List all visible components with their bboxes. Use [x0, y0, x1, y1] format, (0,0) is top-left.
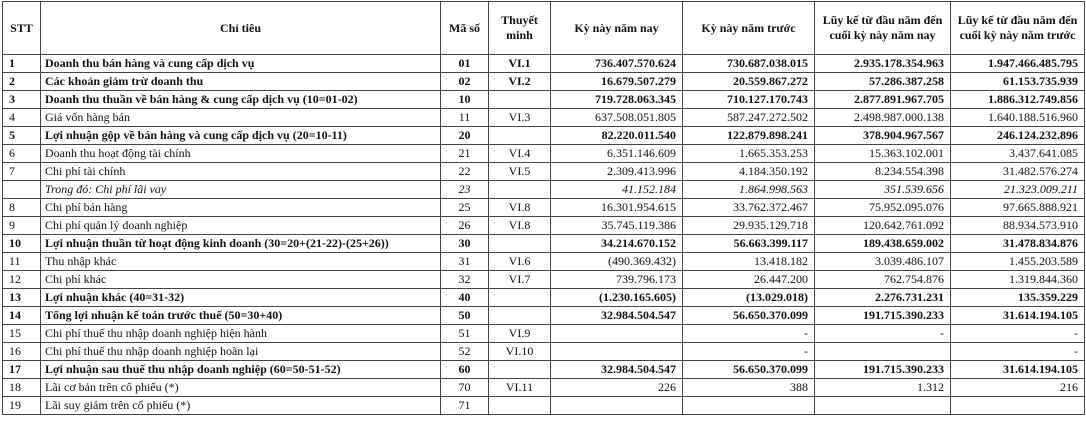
row-ytd-previous: 246.124.232.896 [951, 127, 1085, 145]
row-note [489, 127, 551, 145]
row-ytd-previous [951, 397, 1085, 415]
row-current: 16.679.507.279 [551, 73, 683, 91]
row-ytd-previous: 1.947.466.485.795 [951, 55, 1085, 73]
row-ytd-previous: 61.153.735.939 [951, 73, 1085, 91]
row-ytd-previous: 1.886.312.749.856 [951, 91, 1085, 109]
header-note: Thuyết minh [489, 2, 551, 55]
row-previous: 4.184.350.192 [683, 163, 815, 181]
row-note: VI.7 [489, 271, 551, 289]
row-note [489, 235, 551, 253]
row-previous [683, 397, 815, 415]
row-indicator: Lợi nhuận sau thuế thu nhập doanh nghiệp (60=50-51-52) [41, 361, 441, 379]
row-previous: 56.650.370.099 [683, 361, 815, 379]
row-indicator: Doanh thu hoạt động tài chính [41, 145, 441, 163]
row-code: 32 [441, 271, 489, 289]
row-previous: - [683, 325, 815, 343]
row-indicator: Lợi nhuận gộp về bán hàng và cung cấp dịch vụ (20=10-11) [41, 127, 441, 145]
row-previous: 26.447.200 [683, 271, 815, 289]
row-stt: 18 [3, 379, 41, 397]
row-stt: 14 [3, 307, 41, 325]
table-row [3, 199, 1085, 217]
header-indicator: Chỉ tiêu [41, 2, 441, 55]
row-ytd-current: 2.877.891.967.705 [815, 91, 951, 109]
row-indicator: Các khoản giảm trừ doanh thu [41, 73, 441, 91]
table-row [3, 163, 1085, 181]
row-indicator: Lãi suy giảm trên cổ phiếu (*) [41, 397, 441, 415]
row-current: 739.796.173 [551, 271, 683, 289]
row-ytd-current: - [815, 325, 951, 343]
table-row [3, 91, 1085, 109]
row-ytd-current: 8.234.554.398 [815, 163, 951, 181]
row-indicator: Lãi cơ bản trên cổ phiếu (*) [41, 379, 441, 397]
row-note: VI.2 [489, 73, 551, 91]
row-ytd-current: 2.498.987.000.138 [815, 109, 951, 127]
row-current: 32.984.504.547 [551, 307, 683, 325]
row-stt: 3 [3, 91, 41, 109]
row-current [551, 397, 683, 415]
row-code: 31 [441, 253, 489, 271]
row-note: VI.6 [489, 253, 551, 271]
row-ytd-current: 3.039.486.107 [815, 253, 951, 271]
row-ytd-previous: - [951, 343, 1085, 361]
row-note: VI.1 [489, 55, 551, 73]
row-ytd-previous: 1.640.188.516.960 [951, 109, 1085, 127]
row-ytd-previous: - [951, 325, 1085, 343]
row-indicator: Lợi nhuận khác (40=31-32) [41, 289, 441, 307]
row-stt: 1 [3, 55, 41, 73]
row-stt: 17 [3, 361, 41, 379]
row-current: 32.984.504.547 [551, 361, 683, 379]
header-row [3, 2, 1085, 55]
row-current: (1.230.165.605) [551, 289, 683, 307]
row-ytd-previous: 31.614.194.105 [951, 361, 1085, 379]
table-row [3, 127, 1085, 145]
row-indicator: Chi phí bán hàng [41, 199, 441, 217]
table-row [3, 307, 1085, 325]
row-stt: 4 [3, 109, 41, 127]
row-previous: - [683, 343, 815, 361]
row-ytd-previous: 1.319.844.360 [951, 271, 1085, 289]
row-current: 6.351.146.609 [551, 145, 683, 163]
row-stt: 16 [3, 343, 41, 361]
row-previous: 56.650.370.099 [683, 307, 815, 325]
row-code: 21 [441, 145, 489, 163]
row-ytd-current [815, 397, 951, 415]
income-statement-table [2, 1, 1085, 415]
row-code: 70 [441, 379, 489, 397]
row-ytd-current: 191.715.390.233 [815, 361, 951, 379]
row-note: VI.8 [489, 199, 551, 217]
row-stt: 13 [3, 289, 41, 307]
row-indicator: Chi phí thuế thu nhập doanh nghiệp hoãn lại [41, 343, 441, 361]
row-stt: 8 [3, 199, 41, 217]
row-code: 02 [441, 73, 489, 91]
row-previous: 56.663.399.117 [683, 235, 815, 253]
row-ytd-previous: 31.482.576.274 [951, 163, 1085, 181]
row-stt: 2 [3, 73, 41, 91]
row-stt: 5 [3, 127, 41, 145]
row-indicator: Lợi nhuận thuần từ hoạt động kinh doanh (30=20+(21-22)-(25+26)) [41, 235, 441, 253]
row-note: VI.8 [489, 217, 551, 235]
header-current: Kỳ này năm nay [551, 2, 683, 55]
row-note: VI.9 [489, 325, 551, 343]
row-stt: 9 [3, 217, 41, 235]
row-ytd-previous: 97.665.888.921 [951, 199, 1085, 217]
table-row [3, 109, 1085, 127]
table-row [3, 217, 1085, 235]
table-row [3, 343, 1085, 361]
row-current: 226 [551, 379, 683, 397]
header-stt: STT [3, 2, 41, 55]
row-note: VI.10 [489, 343, 551, 361]
row-stt: 7 [3, 163, 41, 181]
row-current: 719.728.063.345 [551, 91, 683, 109]
row-indicator: Chi phí tài chính [41, 163, 441, 181]
row-current: 34.214.670.152 [551, 235, 683, 253]
table-row [3, 181, 1085, 199]
row-code: 10 [441, 91, 489, 109]
row-stt: 15 [3, 325, 41, 343]
row-indicator: Doanh thu thuần về bán hàng & cung cấp dịch vụ (10=01-02) [41, 91, 441, 109]
row-stt: 12 [3, 271, 41, 289]
row-indicator: Thu nhập khác [41, 253, 441, 271]
row-indicator: Chi phí quản lý doanh nghiệp [41, 217, 441, 235]
table-row [3, 271, 1085, 289]
table-row [3, 73, 1085, 91]
row-ytd-current: 2.935.178.354.963 [815, 55, 951, 73]
row-note [489, 91, 551, 109]
row-stt [3, 181, 41, 199]
row-ytd-previous: 1.455.203.589 [951, 253, 1085, 271]
row-current: 16.301.954.615 [551, 199, 683, 217]
row-ytd-current: 120.642.761.092 [815, 217, 951, 235]
row-previous: 33.762.372.467 [683, 199, 815, 217]
table-row [3, 55, 1085, 73]
row-ytd-previous: 88.934.573.910 [951, 217, 1085, 235]
table-row [3, 325, 1085, 343]
row-code: 20 [441, 127, 489, 145]
row-ytd-previous: 31.478.834.876 [951, 235, 1085, 253]
row-code: 22 [441, 163, 489, 181]
row-ytd-current: 762.754.876 [815, 271, 951, 289]
header-previous: Kỳ này năm trước [683, 2, 815, 55]
table-row [3, 379, 1085, 397]
row-previous: 1.665.353.253 [683, 145, 815, 163]
row-current: 35.745.119.386 [551, 217, 683, 235]
row-stt: 19 [3, 397, 41, 415]
table-row [3, 361, 1085, 379]
row-ytd-current: 2.276.731.231 [815, 289, 951, 307]
row-previous: 388 [683, 379, 815, 397]
row-ytd-previous: 216 [951, 379, 1085, 397]
row-code: 26 [441, 217, 489, 235]
row-note: VI.3 [489, 109, 551, 127]
row-code: 40 [441, 289, 489, 307]
row-previous: 587.247.272.502 [683, 109, 815, 127]
row-note [489, 361, 551, 379]
row-ytd-current: 378.904.967.567 [815, 127, 951, 145]
row-code: 60 [441, 361, 489, 379]
row-previous: 1.864.998.563 [683, 181, 815, 199]
row-previous: 710.127.170.743 [683, 91, 815, 109]
row-previous: 122.879.898.241 [683, 127, 815, 145]
row-code: 71 [441, 397, 489, 415]
row-current: 82.220.011.540 [551, 127, 683, 145]
header-ytd-current: Lũy kế từ đầu năm đến cuối kỳ này năm nay [815, 2, 951, 55]
row-indicator: Trong đó: Chi phí lãi vay [41, 181, 441, 199]
table-row [3, 289, 1085, 307]
row-indicator: Chi phí khác [41, 271, 441, 289]
row-indicator: Tổng lợi nhuận kế toán trước thuế (50=30+40) [41, 307, 441, 325]
row-stt: 6 [3, 145, 41, 163]
row-stt: 11 [3, 253, 41, 271]
row-indicator: Giá vốn hàng bán [41, 109, 441, 127]
row-current [551, 343, 683, 361]
row-current: 2.309.413.996 [551, 163, 683, 181]
row-ytd-current: 75.952.095.076 [815, 199, 951, 217]
row-code: 50 [441, 307, 489, 325]
row-stt: 10 [3, 235, 41, 253]
row-indicator: Doanh thu bán hàng và cung cấp dịch vụ [41, 55, 441, 73]
row-ytd-previous: 135.359.229 [951, 289, 1085, 307]
row-ytd-current [815, 343, 951, 361]
row-ytd-current: 15.363.102.001 [815, 145, 951, 163]
row-previous: 13.418.182 [683, 253, 815, 271]
row-note [489, 307, 551, 325]
row-ytd-previous: 3.437.641.085 [951, 145, 1085, 163]
row-code: 25 [441, 199, 489, 217]
header-ytd-previous: Lũy kế từ đầu năm đến cuối kỳ này năm trước [951, 2, 1085, 55]
row-note: VI.5 [489, 163, 551, 181]
table-row [3, 145, 1085, 163]
row-note [489, 289, 551, 307]
row-ytd-current: 189.438.659.002 [815, 235, 951, 253]
row-code: 23 [441, 181, 489, 199]
row-ytd-current: 57.286.387.258 [815, 73, 951, 91]
row-code: 30 [441, 235, 489, 253]
row-ytd-previous: 31.614.194.105 [951, 307, 1085, 325]
row-current: 736.407.570.624 [551, 55, 683, 73]
row-note [489, 181, 551, 199]
table-row [3, 235, 1085, 253]
row-code: 11 [441, 109, 489, 127]
row-ytd-current: 1.312 [815, 379, 951, 397]
row-current [551, 325, 683, 343]
row-previous: 29.935.129.718 [683, 217, 815, 235]
row-note: VI.11 [489, 379, 551, 397]
row-code: 01 [441, 55, 489, 73]
table-row [3, 397, 1085, 415]
row-indicator: Chi phí thuế thu nhập doanh nghiệp hiện hành [41, 325, 441, 343]
row-current: 637.508.051.805 [551, 109, 683, 127]
row-current: 41.152.184 [551, 181, 683, 199]
row-previous: 20.559.867.272 [683, 73, 815, 91]
row-code: 52 [441, 343, 489, 361]
row-note: VI.4 [489, 145, 551, 163]
row-ytd-current: 191.715.390.233 [815, 307, 951, 325]
row-current: (490.369.432) [551, 253, 683, 271]
row-ytd-current: 351.539.656 [815, 181, 951, 199]
table-row [3, 253, 1085, 271]
row-ytd-previous: 21.323.009.211 [951, 181, 1085, 199]
row-code: 51 [441, 325, 489, 343]
row-previous: 730.687.038.015 [683, 55, 815, 73]
row-previous: (13.029.018) [683, 289, 815, 307]
header-code: Mã số [441, 2, 489, 55]
row-note [489, 397, 551, 415]
